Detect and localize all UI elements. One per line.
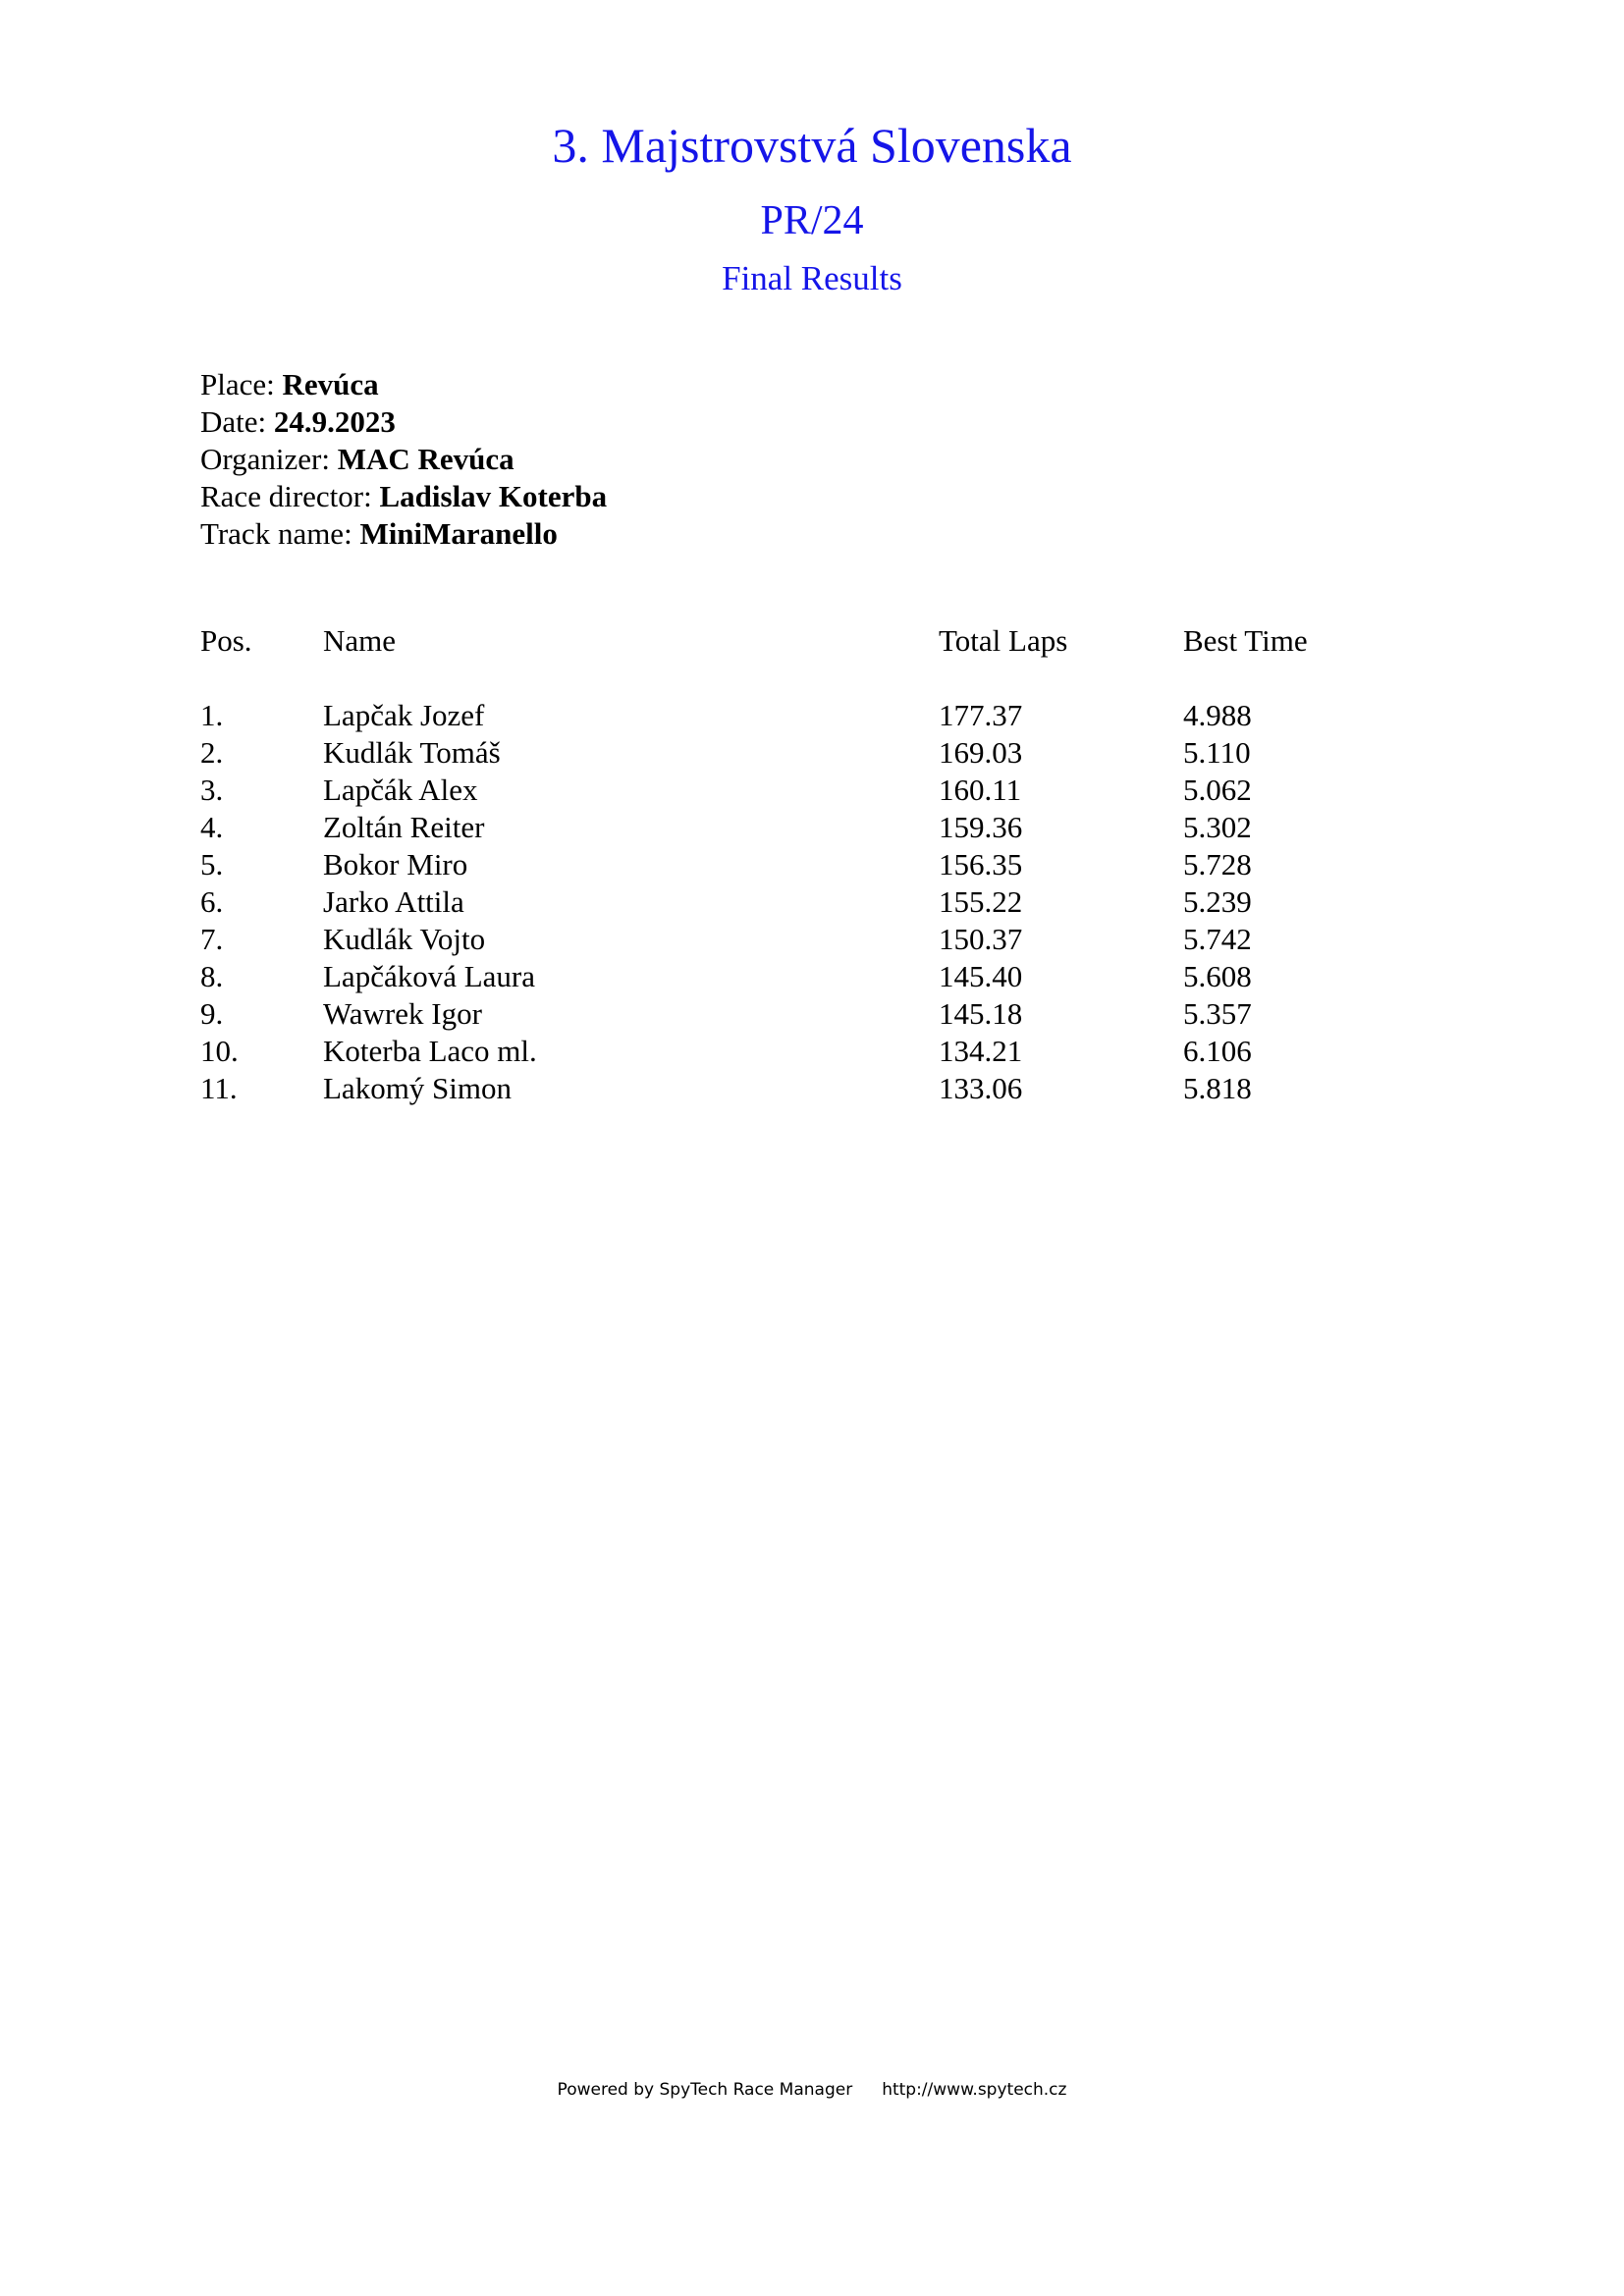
footer bbox=[0, 2079, 1624, 2101]
cell-pos: 5. bbox=[200, 847, 224, 881]
cell-name: Koterba Laco ml. bbox=[323, 1034, 537, 1068]
cell-total-laps: 177.37 bbox=[939, 698, 1023, 732]
cell-pos: 3. bbox=[200, 773, 224, 807]
info-label: Organizer: bbox=[200, 442, 330, 476]
info-track-name bbox=[200, 515, 607, 553]
cell-pos: 6. bbox=[200, 884, 224, 919]
cell-total-laps: 159.36 bbox=[939, 810, 1023, 844]
cell-pos: 2. bbox=[200, 735, 224, 770]
info-value: Revúca bbox=[282, 367, 379, 401]
info-value: 24.9.2023 bbox=[273, 404, 396, 439]
cell-pos: 10. bbox=[200, 1034, 239, 1068]
cell-total-laps: 155.22 bbox=[939, 884, 1023, 919]
cell-best-time: 5.302 bbox=[1183, 810, 1252, 844]
cell-total-laps: 156.35 bbox=[939, 847, 1023, 881]
cell-best-time: 5.062 bbox=[1183, 773, 1252, 807]
info-race-director bbox=[200, 478, 607, 515]
cell-pos: 4. bbox=[200, 810, 224, 844]
info-label: Date: bbox=[200, 404, 267, 439]
cell-name: Zoltán Reiter bbox=[323, 810, 485, 844]
cell-total-laps: 169.03 bbox=[939, 735, 1023, 770]
cell-best-time: 5.239 bbox=[1183, 884, 1252, 919]
cell-pos: 8. bbox=[200, 959, 224, 993]
footer-powered-by: Powered by SpyTech Race Manager bbox=[557, 2080, 853, 2100]
cell-best-time: 5.357 bbox=[1183, 996, 1252, 1031]
footer-url[interactable]: http://www.spytech.cz bbox=[882, 2080, 1067, 2100]
cell-best-time: 5.608 bbox=[1183, 959, 1252, 993]
cell-name: Lapčak Jozef bbox=[323, 698, 485, 732]
info-label: Race director: bbox=[200, 479, 372, 513]
cell-name: Lapčák Alex bbox=[323, 773, 478, 807]
cell-best-time: 4.988 bbox=[1183, 698, 1252, 732]
info-label: Track name: bbox=[200, 516, 352, 551]
cell-pos: 7. bbox=[200, 922, 224, 956]
info-date bbox=[200, 403, 607, 441]
cell-name: Kudlák Tomáš bbox=[323, 735, 501, 770]
cell-best-time: 5.742 bbox=[1183, 922, 1252, 956]
info-value: MAC Revúca bbox=[337, 442, 514, 476]
cell-name: Kudlák Vojto bbox=[323, 922, 486, 956]
cell-total-laps: 160.11 bbox=[939, 773, 1022, 807]
cell-best-time: 5.818 bbox=[1183, 1071, 1252, 1105]
info-value: Ladislav Koterba bbox=[379, 479, 608, 513]
cell-best-time: 5.110 bbox=[1183, 735, 1251, 770]
cell-name: Lapčáková Laura bbox=[323, 959, 536, 993]
cell-pos: 11. bbox=[200, 1071, 238, 1105]
event-class: PR/24 bbox=[760, 198, 864, 243]
info-organizer bbox=[200, 441, 607, 478]
cell-best-time: 6.106 bbox=[1183, 1034, 1252, 1068]
cell-pos: 9. bbox=[200, 996, 224, 1031]
cell-total-laps: 133.06 bbox=[939, 1071, 1023, 1105]
column-header-pos: Pos. bbox=[200, 623, 252, 658]
cell-name: Wawrek Igor bbox=[323, 996, 482, 1031]
cell-pos: 1. bbox=[200, 698, 224, 732]
cell-total-laps: 134.21 bbox=[939, 1034, 1023, 1068]
cell-total-laps: 145.40 bbox=[939, 959, 1023, 993]
cell-best-time: 5.728 bbox=[1183, 847, 1252, 881]
cell-name: Bokor Miro bbox=[323, 847, 468, 881]
event-info bbox=[200, 366, 607, 553]
results-heading: Final Results bbox=[722, 259, 902, 297]
info-label: Place: bbox=[200, 367, 275, 401]
cell-total-laps: 150.37 bbox=[939, 922, 1023, 956]
column-header-total-laps: Total Laps bbox=[939, 623, 1068, 658]
info-value: MiniMaranello bbox=[359, 516, 558, 551]
column-header-name: Name bbox=[323, 623, 397, 658]
page-title: 3. Majstrovstvá Slovenska bbox=[552, 118, 1072, 173]
cell-name: Jarko Attila bbox=[323, 884, 464, 919]
cell-total-laps: 145.18 bbox=[939, 996, 1023, 1031]
cell-name: Lakomý Simon bbox=[323, 1071, 513, 1105]
info-place bbox=[200, 366, 607, 403]
column-header-best-time: Best Time bbox=[1183, 623, 1308, 658]
